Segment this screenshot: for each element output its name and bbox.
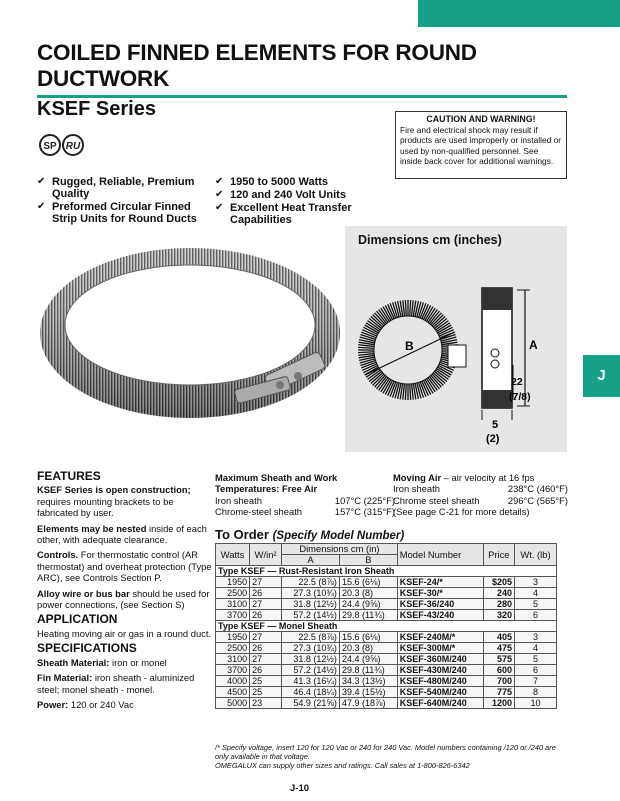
cell-wt: 8 [515,687,557,698]
cell-a: 22.5 (8⅞) [282,577,340,588]
order-footnotes [215,743,560,771]
table-section-header: Type KSEF — Rust-Resistant Iron Sheath [216,566,557,577]
label-a: A [529,338,538,352]
label-b: B [405,339,414,353]
spec-sheath: Sheath Material: iron or monel [37,656,167,668]
spec-fin: Fin Material: iron sheath - aluminized steel; monel sheath - monel. [37,672,195,695]
cell-a: 54.9 (21⅝) [282,698,340,709]
cell-b: 24.4 (9⅝) [339,599,397,610]
cell-a: 31.8 (12½) [282,654,340,665]
table-row [216,599,557,610]
table-row [216,577,557,588]
dim-22: 22 [511,376,523,388]
cell-a: 31.8 (12½) [282,599,340,610]
cell-model: KSEF-540M/240 [397,687,483,698]
col-watts: Watts [216,544,250,566]
side-view-fins-bottom [482,390,512,408]
free-air-heading: Maximum Sheath and Work Temperatures: Free Air [215,472,338,495]
table-row [216,654,557,665]
features-bullets-left [37,176,212,226]
cell-price: 405 [483,632,514,643]
cell-model: KSEF-640M/240 [397,698,483,709]
cell-a: 22.5 (8⅞) [282,632,340,643]
svg-text:RU: RU [65,141,81,152]
cell-price: 1200 [483,698,514,709]
table-row [216,698,557,709]
cell-a: 27.3 (10¾) [282,588,340,599]
free-air-temps [215,472,395,517]
cell-a: 27.3 (10¾) [282,643,340,654]
bullet-item: ✔ Rugged, Reliable, Premium Quality [37,176,212,200]
order-table [215,543,557,709]
dimensions-title: Dimensions cm (inches) [358,233,502,247]
certification-logos-icon [37,130,127,160]
cell-a: 46.4 (18¼) [282,687,340,698]
cell-b: 29.8 (11¾) [339,665,397,676]
cell-price: 240 [483,588,514,599]
table-row [216,632,557,643]
cell-b: 47.9 (18⅞) [339,698,397,709]
col-wpi: W/in² [250,544,282,566]
table-row [216,665,557,676]
cell-watts: 2500 [216,588,250,599]
cell-watts: 4000 [216,676,250,687]
bullet-item: ✔ 1950 to 5000 Watts [215,176,395,188]
spec-power: Power: 120 or 240 Vac [37,698,134,710]
table-row [216,676,557,687]
series-name: KSEF Series [37,98,156,120]
cell-wt: 6 [515,665,557,676]
cell-model: KSEF-240M/* [397,632,483,643]
cell-watts: 4500 [216,687,250,698]
title-line-2: DUCTWORK [37,66,170,91]
cell-wt: 5 [515,654,557,665]
cell-price: $205 [483,577,514,588]
cell-wpi: 26 [250,643,282,654]
specifications-heading: SPECIFICATIONS [37,641,137,656]
cell-b: 24.4 (9⅝) [339,654,397,665]
col-b: B [339,555,397,566]
cell-model: KSEF-300M/* [397,643,483,654]
cell-watts: 3100 [216,599,250,610]
footnote: OMEGALUX can supply other sizes and ratings. Call sales at 1-800-826-6342 [215,761,470,771]
caution-box [395,111,567,179]
cell-price: 475 [483,643,514,654]
cell-wpi: 26 [250,665,282,676]
cell-b: 15.6 (6⅛) [339,632,397,643]
cell-b: 34.3 (13½) [339,676,397,687]
dim-5-inches: (2) [486,433,500,445]
svg-text:SP: SP [43,141,57,152]
cell-price: 775 [483,687,514,698]
table-section-header: Type KSEF — Monel Sheath [216,621,557,632]
cell-a: 41.3 (16¼) [282,676,340,687]
cell-wt: 3 [515,632,557,643]
cell-wpi: 27 [250,599,282,610]
left-column [37,470,215,714]
temp-row: Chrome-steel sheath 157°C (315°F) [215,505,395,517]
bullet-item: ✔ Excellent Heat Transfer Capabilities [215,202,395,226]
cell-wt: 4 [515,643,557,654]
page-number: J-10 [290,783,310,794]
table-row [216,643,557,654]
cell-wpi: 26 [250,610,282,621]
temp-row: Iron sheath 107°C (225°F) [215,494,395,506]
moving-air-heading: Moving Air – air velocity at 16 fps [393,472,535,483]
product-photo-coiled-element [30,233,345,458]
dimension-diagram [345,250,567,450]
cell-b: 20.3 (8) [339,588,397,599]
moving-air-temps [393,472,568,517]
feature-paragraph: KSEF Series is open construction; requires mounting brackets to be fabricated by user. [37,484,191,519]
side-view-fins-top [482,288,512,310]
cell-wt: 3 [515,577,557,588]
application-text: Heating moving air or gas in a round duct. [37,627,212,639]
cell-watts: 1950 [216,577,250,588]
cell-model: KSEF-43/240 [397,610,483,621]
cell-wpi: 27 [250,654,282,665]
cell-wpi: 25 [250,676,282,687]
cell-wt: 6 [515,610,557,621]
features-bullets-right [215,176,395,227]
col-dimensions: Dimensions cm (in) [282,544,398,555]
order-heading: To Order (Specify Model Number) [215,527,405,542]
footnote: /* Specify voltage, insert 120 for 120 Vac or 240 for 240 Vac. Model numbers containing /120 or /240 are only available in that voltage. [215,743,556,762]
dim-5: 5 [492,419,499,431]
table-row [216,687,557,698]
col-a: A [282,555,340,566]
cell-model: KSEF-430M/240 [397,665,483,676]
cell-model: KSEF-30/* [397,588,483,599]
cell-price: 600 [483,665,514,676]
table-row [216,610,557,621]
bullet-item: ✔ Preformed Circular Finned Strip Units for Round Ducts [37,201,212,225]
table-row [216,588,557,599]
col-price: Price [483,544,514,566]
cell-watts: 3700 [216,665,250,676]
cell-watts: 3700 [216,610,250,621]
cell-b: 15.6 (6⅛) [339,577,397,588]
caution-text: Fire and electrical shock may result if products are used improperly or installed or used by non-qualified personnel. See inside back cover for additional warnings. [400,124,562,167]
cell-wpi: 27 [250,577,282,588]
section-tab-j: J [583,355,620,397]
moving-air-note: (See page C-21 for more details) [393,505,530,517]
cell-watts: 3100 [216,654,250,665]
title-line-1: COILED FINNED ELEMENTS FOR ROUND [37,40,477,65]
cell-watts: 5000 [216,698,250,709]
header-color-tab [418,0,620,27]
temp-row: Chrome steel sheath 296°C (565°F) [393,494,568,506]
col-weight: Wt. (lb) [515,544,557,566]
cell-model: KSEF-24/* [397,577,483,588]
cell-a: 57.2 (14½) [282,665,340,676]
cell-price: 700 [483,676,514,687]
cell-price: 575 [483,654,514,665]
cell-wt: 10 [515,698,557,709]
feature-paragraph: Alloy wire or bus bar should be used for power connections, (see Section S) [37,587,210,611]
cell-wt: 4 [515,588,557,599]
page-title [37,40,597,92]
cell-watts: 1950 [216,632,250,643]
temp-row: Iron sheath 238°C (460°F) [393,483,568,495]
cell-a: 57.2 (14½) [282,610,340,621]
cell-wpi: 26 [250,588,282,599]
cell-b: 39.4 (15½) [339,687,397,698]
cell-b: 20.3 (8) [339,643,397,654]
cell-price: 320 [483,610,514,621]
cell-model: KSEF-36/240 [397,599,483,610]
caution-title: CAUTION AND WARNING! [426,114,536,124]
cell-wt: 7 [515,676,557,687]
col-model: Model Number [397,544,483,566]
cell-watts: 2500 [216,643,250,654]
cell-wpi: 23 [250,698,282,709]
cell-model: KSEF-360M/240 [397,654,483,665]
cell-wpi: 27 [250,632,282,643]
cell-b: 29.8 (11¾) [339,610,397,621]
application-heading: APPLICATION [37,612,118,627]
dim-22-inches: (7/8) [509,391,531,403]
cell-wpi: 25 [250,687,282,698]
bullet-item: ✔ 120 and 240 Volt Units [215,189,395,201]
cell-price: 280 [483,599,514,610]
order-table-body [216,566,557,709]
features-heading: FEATURES [37,469,101,483]
cell-wt: 5 [515,599,557,610]
feature-paragraph: Controls. For thermostatic control (AR thermostat) and overheat protection (Type ARC), see Controls Section P. [37,549,212,584]
cell-model: KSEF-480M/240 [397,676,483,687]
feature-paragraph: Elements may be nested inside of each other, with adequate clearance. [37,522,207,546]
